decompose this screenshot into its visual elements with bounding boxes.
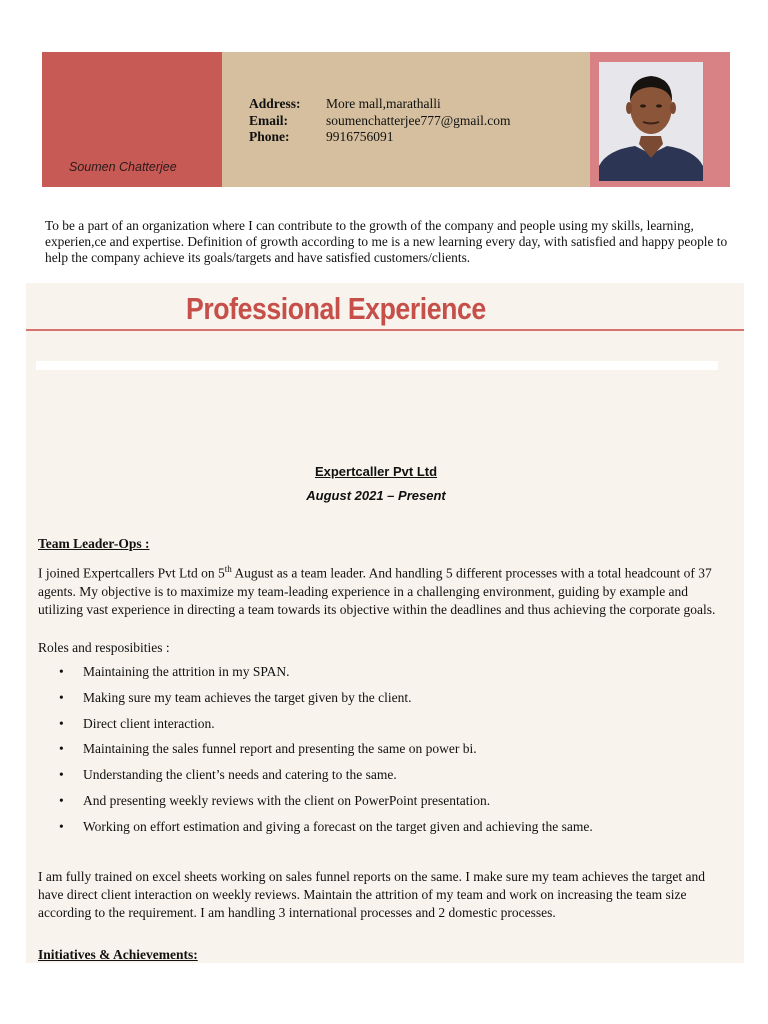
list-item: • Working on effort estimation and giving a forecast on the target given and achieving the same. bbox=[83, 818, 763, 844]
header-contact-block bbox=[222, 52, 590, 187]
list-item: • Maintaining the attrition in my SPAN. bbox=[83, 663, 763, 689]
candidate-name: Soumen Chatterjee bbox=[69, 160, 177, 174]
initiatives-heading: Initiatives & Achievements: bbox=[38, 947, 198, 962]
address-label: Address: bbox=[249, 96, 301, 111]
email-value[interactable]: soumenchatterjee777@gmail.com bbox=[326, 112, 511, 128]
decorative-bar bbox=[36, 361, 718, 370]
list-item: • Direct client interaction. bbox=[83, 715, 763, 741]
contact-phone-row bbox=[249, 129, 511, 146]
portrait-image bbox=[599, 62, 703, 181]
employment-dates: August 2021 – Present bbox=[306, 488, 446, 503]
contact-address-row bbox=[249, 96, 511, 113]
phone-value: 9916756091 bbox=[326, 129, 394, 144]
profile-photo bbox=[599, 62, 703, 181]
resume-header bbox=[42, 52, 730, 187]
header-name-block bbox=[42, 52, 222, 187]
experience-panel bbox=[26, 283, 744, 963]
experience-summary: I am fully trained on excel sheets working on sales funnel reports on the same. I make sure my team achieves the target and have direct client interaction on weekly reviews. Maintain the attrition of my team and work on increasing the team size according to the requirement. I am handling 3 international processes and 2 domestic processes. bbox=[38, 869, 706, 920]
list-item: • Understanding the client’s needs and catering to the same. bbox=[83, 766, 763, 792]
job-intro bbox=[38, 560, 718, 619]
list-item: • And presenting weekly reviews with the client on PowerPoint presentation. bbox=[83, 792, 763, 818]
list-item: • Making sure my team achieves the target given by the client. bbox=[83, 689, 763, 715]
header-photo-block bbox=[590, 52, 730, 187]
responsibilities-list bbox=[38, 663, 763, 844]
address-value: More mall,marathalli bbox=[326, 96, 441, 111]
intro-superscript: th bbox=[224, 564, 232, 574]
intro-text-end: August as a team leader. And handling 5 different processes with a total headcount of 37 agents. My objective is to maximize my team-leading experience in a challenging environment, guiding by example and utilizing vast experience in directing a team towards its objective within the deadlines and thus achieving the corporate goals. bbox=[38, 565, 716, 617]
intro-text-start: I joined Expertcallers Pvt Ltd on 5 bbox=[38, 565, 225, 581]
section-title: Professional Experience bbox=[186, 291, 486, 326]
company-name: Expertcaller Pvt Ltd bbox=[314, 464, 438, 479]
contact-details bbox=[249, 96, 511, 146]
job-role: Team Leader-Ops : bbox=[38, 536, 150, 551]
title-divider bbox=[26, 329, 744, 331]
contact-email-row bbox=[249, 113, 511, 130]
phone-label: Phone: bbox=[249, 129, 290, 144]
list-item: • Maintaining the sales funnel report and presenting the same on power bi. bbox=[83, 740, 763, 766]
career-objective: To be a part of an organization where I can contribute to the growth of the company and people using my skills, learning, experien,ce and expertise. Definition of growth according to me is a new learning every day, with satisfied and happy people to help the company achieve its goals/targets and have satisfied customers/clients. bbox=[45, 218, 728, 265]
email-label: Email: bbox=[249, 112, 288, 128]
roles-heading: Roles and resposibities : bbox=[38, 640, 170, 655]
